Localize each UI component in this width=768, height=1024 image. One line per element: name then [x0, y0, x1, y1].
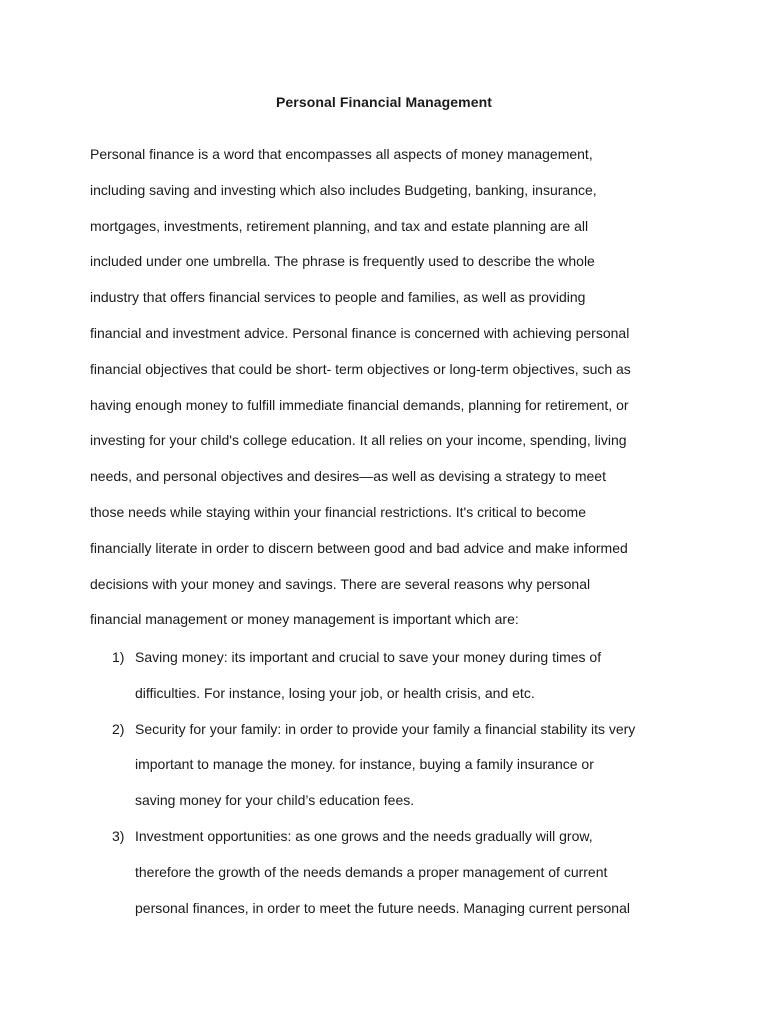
paragraph-line: those needs while staying within your financial restrictions. It's critical to become	[90, 503, 587, 520]
paragraph-line: industry that offers financial services to people and families, as well as providing	[90, 289, 586, 306]
numbered-list	[90, 640, 690, 926]
list-item-line: important to manage the money. for instance, buying a family insurance or	[135, 756, 594, 773]
list-item-line: saving money for your child’s education fees.	[135, 792, 415, 809]
list-item	[90, 640, 690, 712]
list-item-line: Security for your family: in order to provide your family a financial stability its very	[135, 720, 636, 737]
list-number: 1)	[112, 649, 125, 665]
list-item-line: personal finances, in order to meet the future needs. Managing current personal	[135, 899, 630, 916]
list-item-line: difficulties. For instance, losing your job, or health crisis, and etc.	[135, 684, 535, 701]
paragraph-line: Personal finance is a word that encompasses all aspects of money management,	[90, 146, 593, 162]
paragraph-line: needs, and personal objectives and desires—as well as devising a strategy to meet	[90, 468, 606, 485]
paragraph-line: financial management or money management is important which are:	[90, 611, 519, 628]
paragraph-line: financially literate in order to discern between good and bad advice and make informed	[90, 539, 628, 556]
list-number: 2)	[112, 720, 125, 737]
list-item-line: Investment opportunities: as one grows and the needs gradually will grow,	[135, 827, 593, 844]
list-number: 3)	[112, 827, 125, 844]
paragraph-line: included under one umbrella. The phrase is frequently used to describe the whole	[90, 253, 595, 270]
intro-paragraph	[90, 137, 690, 638]
paragraph-line: having enough money to fulfill immediate financial demands, planning for retirement, or	[90, 396, 629, 413]
list-item-line: Saving money: its important and crucial to save your money during times of	[135, 649, 602, 665]
list-item	[90, 712, 690, 819]
paragraph-line: investing for your child's college education. It all relies on your income, spending, living	[90, 432, 627, 449]
list-item	[90, 819, 690, 926]
list-item-line: therefore the growth of the needs demands a proper management of current	[135, 863, 608, 880]
paragraph-line: financial and investment advice. Personal finance is concerned with achieving personal	[90, 324, 630, 341]
paragraph-line: including saving and investing which also includes Budgeting, banking, insurance,	[90, 181, 597, 198]
paragraph-line: mortgages, investments, retirement planning, and tax and estate planning are all	[90, 217, 589, 234]
paragraph-line: financial objectives that could be short- term objectives or long-term objectives, such as	[90, 360, 631, 377]
document-title: Personal Financial Management	[275, 94, 493, 110]
paragraph-line: decisions with your money and savings. There are several reasons why personal	[90, 575, 591, 592]
